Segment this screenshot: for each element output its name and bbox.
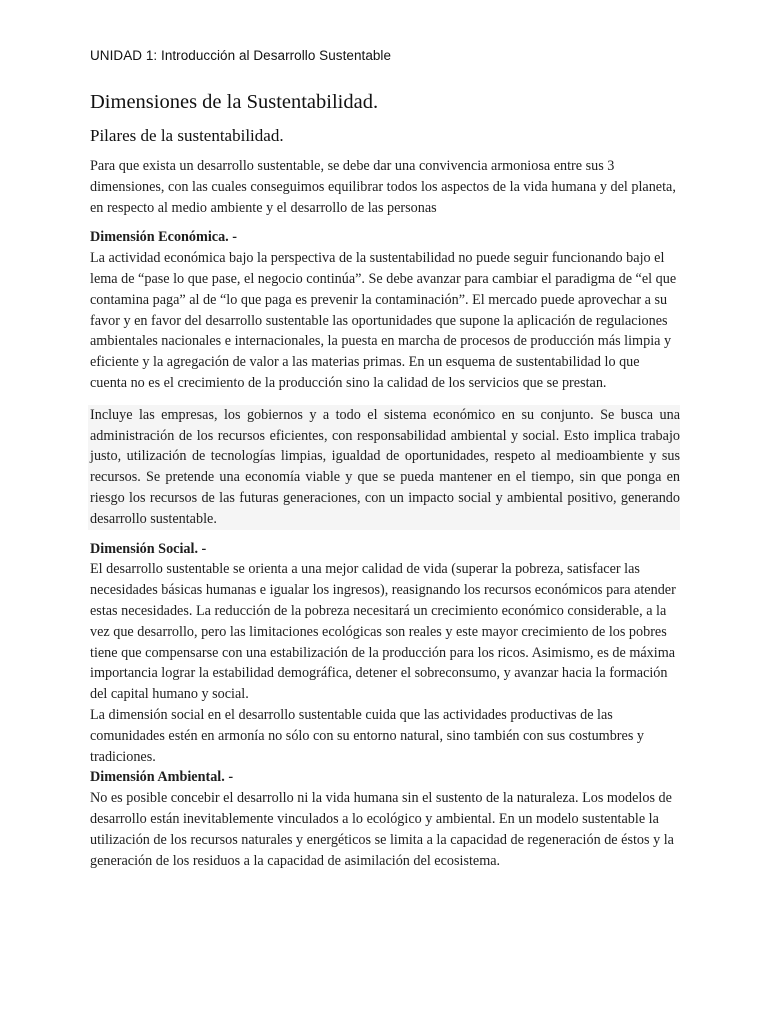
economica-paragraph-1: La actividad económica bajo la perspectiva de la sustentabilidad no puede seguir funcionando bajo el lema de “pase lo que pase, el negocio continúa”. Se debe avanzar para cambiar el paradigma de “el que contamina paga” al de “lo que paga es prevenir la contaminación”. El mercado puede aprovechar a su favor y en favor del desarrollo sustentable las oportunidades que supone la aplicación de regulaciones ambientales nacionales e internacionales, la puesta en marcha de procesos de producción más limpia y eficiente y la agregación de valor a las materias primas. En un esquema de sustentabilidad lo que cuenta no es el crecimiento de la producción sino la calidad de los servicios que se prestan. [90,250,677,391]
heading-ambiental: Dimensión Ambiental. - [90,769,234,786]
unit-header: UNIDAD 1: Introducción al Desarrollo Sustentable [90,48,392,63]
economica-paragraph-2: Incluye las empresas, los gobiernos y a todo el sistema económico en su conjunto. Se busca una administración de los recursos eficientes, con responsabilidad ambiental y social. Esto implica trabajo justo, utilización de tecnologías limpias, igualdad de oportunidades, respeto al medioambiente y sus recursos. Se pretende una economía viable y que se pueda mantener en el tiempo, sin que ponga en riesgo los recursos de las futuras generaciones, con un impacto social y ambiental positivo, generando desarrollo sustentable. [88,405,680,530]
intro-paragraph: Para que exista un desarrollo sustentable, se debe dar una convivencia armoniosa entre sus 3 dimensiones, con las cuales conseguimos equilibrar todos los aspectos de la vida humana y del planeta, en respecto al medio ambiente y el desarrollo de las personas [90,158,676,216]
section-social [90,539,680,768]
section-ambiental [90,767,680,871]
social-paragraph-1: El desarrollo sustentable se orienta a una mejor calidad de vida (superar la pobreza, satisfacer las necesidades básicas humanas e igualar los ingresos), reasignando los recursos económicos para atender estas necesidades. La reducción de la pobreza necesitará un crecimiento económico considerable, a la vez que desarrollo, pero las limitaciones ecológicas son reales y este mayor crecimiento de los pobres tiene que compensarse con una estabilización de la producción para los ricos. Asimismo, es de máxima importancia lograr la estabilidad demográfica, detener el sobreconsumo, y avanzar hacia la formación del capital humano y social. [90,561,676,703]
ambiental-paragraph-1: No es posible concebir el desarrollo ni la vida humana sin el sustento de la naturaleza. Los modelos de desarrollo están inevitablemente vinculados a lo ecológico y ambiental. En un modelo sustentable la utilización de los recursos naturales y energéticos se limita a la capacidad de regeneración de éstos y la generación de los residuos a la capacidad de asimilación del ecosistema. [90,790,674,869]
social-paragraph-2: La dimensión social en el desarrollo sustentable cuida que las actividades productivas de las comunidades estén en armonía no sólo con su entorno natural, sino también con sus costumbres y tradiciones. [90,706,644,765]
heading-economica: Dimensión Económica. - [90,229,237,246]
heading-social: Dimensión Social. - [90,540,207,557]
page-title: Dimensiones de la Sustentabilidad. [90,91,379,113]
section-economica [90,227,680,529]
page-subtitle: Pilares de la sustentabilidad. [90,126,284,145]
